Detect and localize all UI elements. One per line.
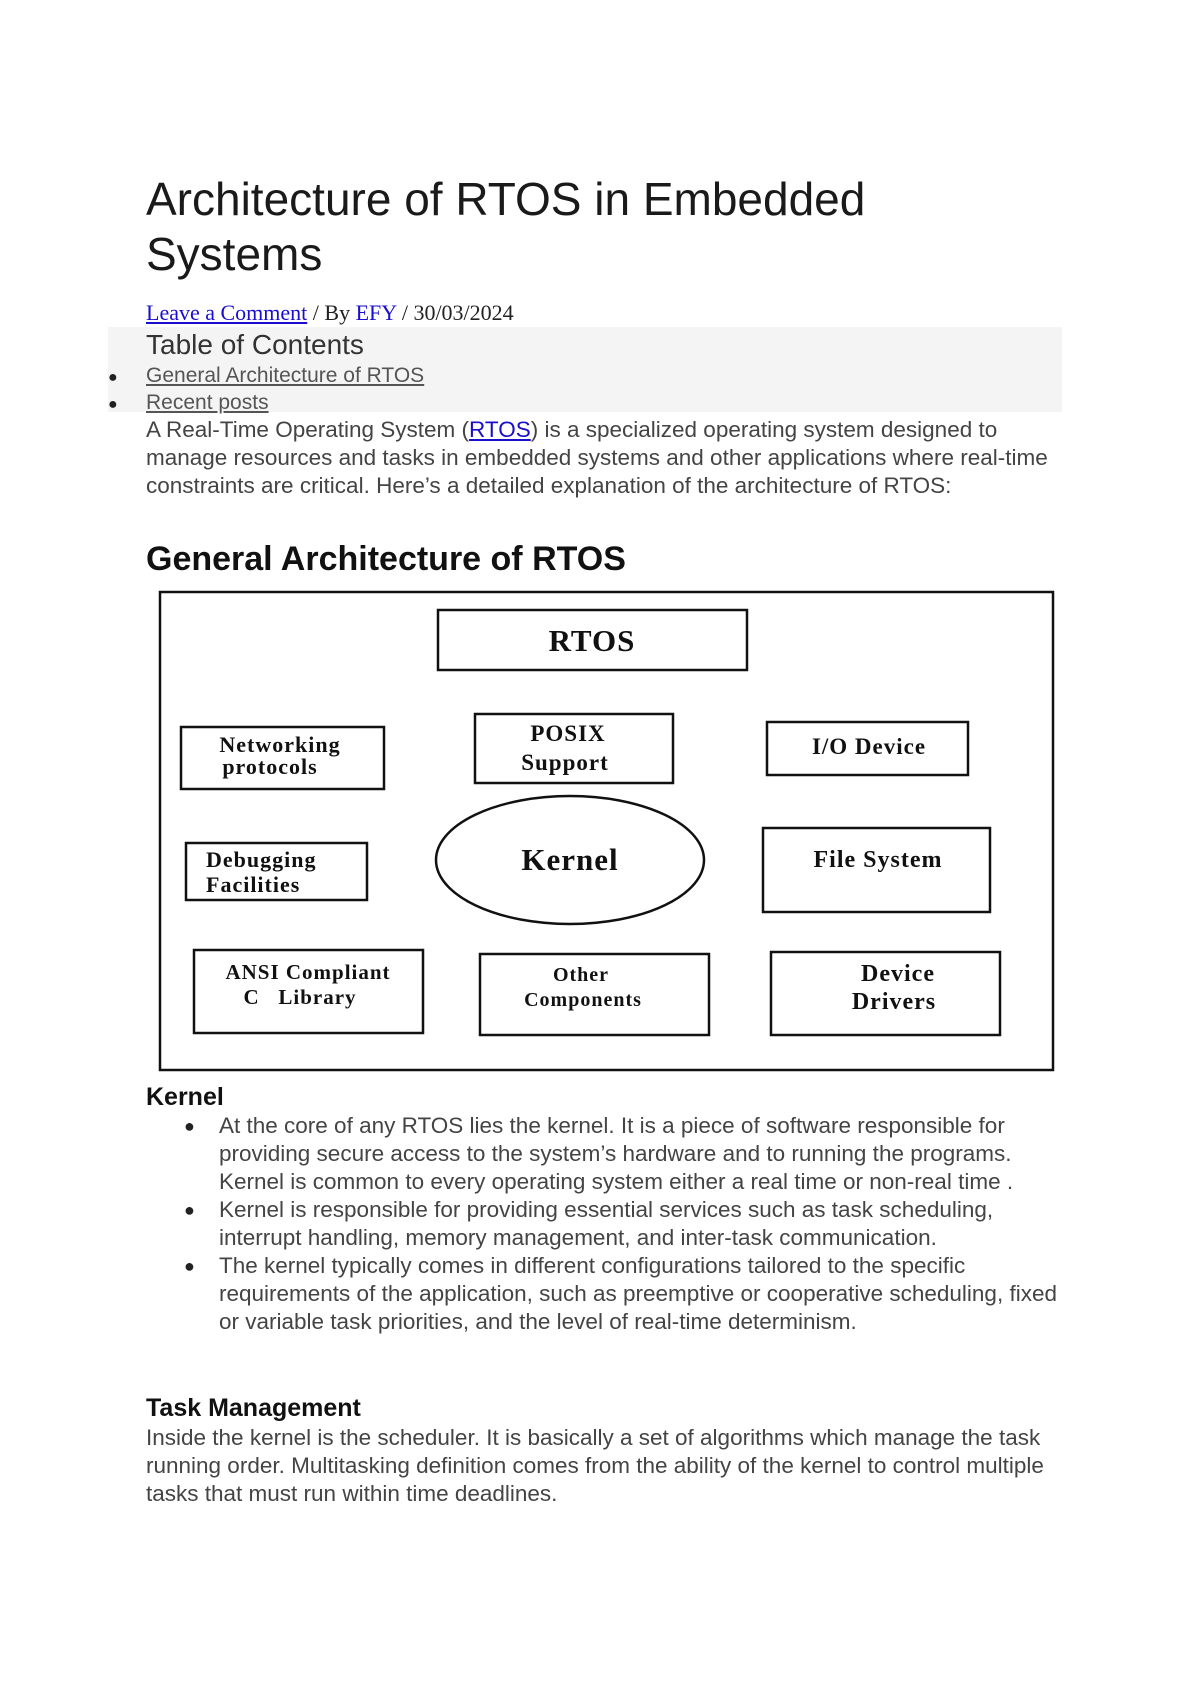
- bullet-icon: ●: [184, 1256, 195, 1276]
- kernel-heading: Kernel: [146, 1083, 224, 1111]
- svg-text:RTOS: RTOS: [548, 623, 636, 658]
- svg-text:Drivers: Drivers: [851, 989, 937, 1015]
- networking-protocols-box: [181, 727, 384, 789]
- svg-text:Device: Device: [861, 961, 935, 987]
- toc-bullet-icon: ●: [108, 369, 118, 386]
- svg-text:Components: Components: [524, 989, 642, 1011]
- svg-text:C Library: C Library: [243, 985, 357, 1009]
- svg-text:POSIX: POSIX: [530, 721, 606, 746]
- svg-text:Other: Other: [552, 964, 610, 986]
- bullet-icon: ●: [184, 1116, 195, 1136]
- ansi-c-library-box: [194, 950, 423, 1033]
- svg-text:File System: File System: [813, 847, 943, 873]
- list-item: ● Kernel is responsible for providing essential services such as task scheduling, interrupt handling, memory management, and inter-task communication.: [184, 1197, 994, 1250]
- device-drivers-box: [771, 952, 1000, 1035]
- svg-text:protocols: protocols: [222, 754, 318, 779]
- section-heading: General Architecture of RTOS: [146, 540, 626, 578]
- svg-text:Kernel: Kernel: [521, 842, 619, 877]
- bullet-icon: ●: [184, 1200, 195, 1220]
- svg-text:ANSI Compliant: ANSI Compliant: [225, 960, 391, 984]
- post-date: / 30/03/2024: [396, 300, 514, 325]
- rtos-architecture-diagram: [158, 588, 1058, 1074]
- toc-item-general-architecture[interactable]: General Architecture of RTOS: [146, 364, 425, 387]
- list-item: ● At the core of any RTOS lies the kernel. It is a piece of software responsible for providing secure access to the system’s hardware and to running the programs. Kernel is common to every operating system either a real time or non-real time .: [184, 1113, 1014, 1194]
- page-title: Architecture of RTOS in Embedded Systems: [146, 173, 866, 280]
- other-components-box: [480, 954, 709, 1035]
- rtos-box: [438, 610, 747, 670]
- leave-comment-link[interactable]: Leave a Comment: [146, 300, 308, 325]
- toc-bullet-icon: ●: [108, 396, 118, 413]
- author-link[interactable]: EFY: [355, 300, 397, 325]
- debugging-facilities-box: [186, 843, 367, 900]
- svg-text:Support: Support: [521, 750, 609, 775]
- by-label: / By: [307, 300, 356, 325]
- intro-paragraph: A Real-Time Operating System (RTOS) is a specialized operating system designed to manage resources and tasks in embedded systems and other applications where real-time constraints are critical. Here’s a detailed explanation of the architecture of RTOS:: [146, 417, 1048, 498]
- post-meta: [146, 300, 514, 326]
- svg-text:Facilities: Facilities: [206, 872, 301, 897]
- rtos-link[interactable]: RTOS: [469, 417, 531, 442]
- task-management-paragraph: Inside the kernel is the scheduler. It is basically a set of algorithms which manage the task running order. Multitasking definition comes from the ability of the kernel to control multiple tasks that must run within time deadlines.: [146, 1425, 1044, 1506]
- task-management-heading: Task Management: [146, 1394, 361, 1422]
- toc-item-recent-posts[interactable]: Recent posts: [146, 391, 269, 414]
- io-device-box: [767, 722, 968, 775]
- svg-text:Networking: Networking: [219, 732, 341, 757]
- toc-title: Table of Contents: [146, 329, 364, 360]
- kernel-ellipse: [436, 796, 704, 924]
- posix-support-box: [475, 714, 673, 783]
- file-system-box: [763, 828, 990, 912]
- svg-text:I/O Device: I/O Device: [811, 734, 927, 759]
- list-item: ● The kernel typically comes in different configurations tailored to the specific requirements of the application, such as preemptive or cooperative scheduling, fixed or variable task priorities, and the level of real-time determinism.: [184, 1253, 1057, 1334]
- svg-text:Debugging: Debugging: [206, 847, 317, 872]
- kernel-bullet-list: [146, 1112, 1066, 1336]
